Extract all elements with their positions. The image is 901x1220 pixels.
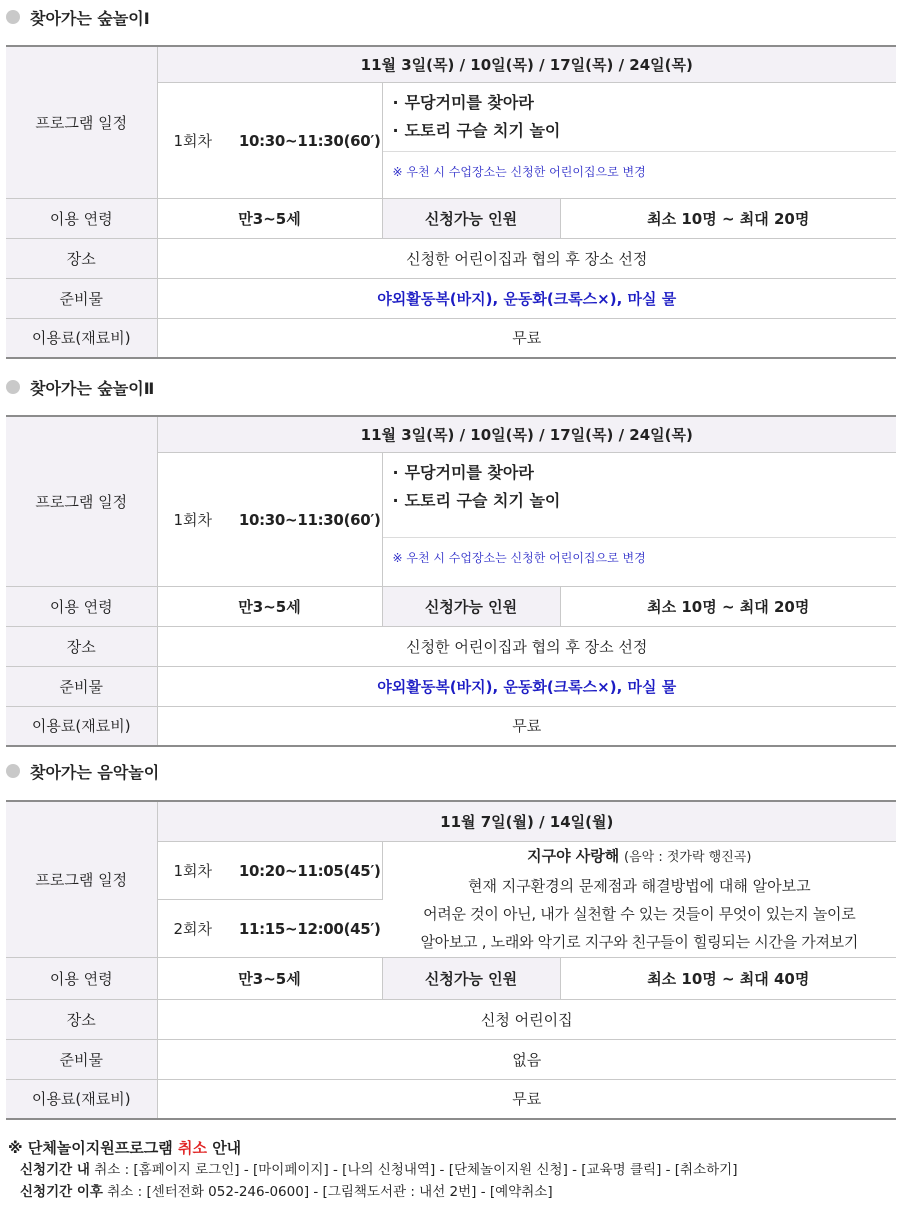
music-description [382, 841, 896, 957]
session-2 [157, 899, 382, 957]
cancel-notice [8, 1137, 893, 1203]
rain-note: ※ 우천 시 수업장소는 신청한 어린이집으로 변경 [392, 550, 646, 565]
schedule-label: 프로그램 일정 [6, 801, 157, 957]
session-1 [157, 452, 382, 586]
age-label: 이용 연령 [6, 586, 157, 626]
session-time: 11:15~12:00(45′) [238, 919, 381, 938]
session-name: 1회차 [173, 510, 213, 529]
cancel-word: 취소 [177, 1139, 207, 1157]
session-name: 2회차 [173, 919, 213, 938]
section-2-table [6, 415, 896, 747]
place-value: 신청한 어린이집과 협의 후 장소 선정 [157, 626, 896, 666]
music-subtitle: (음악 : 젓가락 행진곡) [624, 850, 752, 865]
music-line: 알아보고 , 노래와 악기로 지구와 친구들이 힐링되는 시간을 가져보기 [420, 933, 859, 951]
circle-bullet-icon [6, 380, 20, 394]
section-3-table [6, 800, 896, 1120]
section-1-title: 찾아가는 숲놀이Ⅰ [6, 4, 150, 30]
session-time: 10:20~11:05(45′) [238, 861, 381, 880]
capacity-value: 최소 10명 ~ 최대 40명 [560, 957, 896, 999]
music-line: 어려운 것이 아닌, 내가 실천할 수 있는 것들이 무엇이 있는지 놀이로 [423, 905, 856, 923]
activities [382, 452, 896, 586]
place-label: 장소 [6, 999, 157, 1039]
activity-item: · 무당거미를 찾아라 [392, 92, 534, 112]
fee-label: 이용료(재료비) [6, 706, 157, 746]
session-1 [157, 82, 382, 198]
activity-item: · 도토리 구슬 치기 놀이 [392, 490, 561, 510]
dates: 11월 7일(월) / 14일(월) [157, 801, 896, 841]
music-title: 지구야 사랑해 [527, 847, 620, 865]
activity-item: · 도토리 구슬 치기 놀이 [392, 120, 561, 140]
supplies-value: 야외활동복(바지), 운동화(크록스×), 마실 물 [157, 278, 896, 318]
music-line: 현재 지구환경의 문제점과 해결방법에 대해 알아보고 [467, 877, 811, 895]
capacity-value: 최소 10명 ~ 최대 20명 [560, 198, 896, 238]
fee-value: 무료 [157, 1079, 896, 1119]
session-name: 1회차 [173, 131, 213, 150]
capacity-label: 신청가능 인원 [382, 586, 560, 626]
activities [382, 82, 896, 198]
notice-heading: ※ 단체놀이지원프로그램 취소 안내 [8, 1139, 242, 1157]
session-name: 1회차 [173, 861, 213, 880]
dates: 11월 3일(목) / 10일(목) / 17일(목) / 24일(목) [157, 46, 896, 82]
age-value: 만3~5세 [157, 957, 382, 999]
fee-label: 이용료(재료비) [6, 318, 157, 358]
notice-line: 신청기간 이후 취소 : [센터전화 052-246-0600] - [그림책도서관 : 내선 2번] - [예약취소] [20, 1184, 553, 1200]
capacity-label: 신청가능 인원 [382, 957, 560, 999]
place-value: 신청한 어린이집과 협의 후 장소 선정 [157, 238, 896, 278]
rain-note: ※ 우천 시 수업장소는 신청한 어린이집으로 변경 [392, 164, 646, 179]
section-1-table [6, 45, 896, 359]
section-3-title: 찾아가는 음악놀이 [6, 758, 159, 784]
session-time: 10:30~11:30(60′) [238, 131, 381, 150]
section-2-title: 찾아가는 숲놀이Ⅱ [6, 374, 154, 400]
fee-value: 무료 [157, 706, 896, 746]
supplies-label: 준비물 [6, 666, 157, 706]
place-value: 신청 어린이집 [157, 999, 896, 1039]
age-label: 이용 연령 [6, 957, 157, 999]
supplies-value: 야외활동복(바지), 운동화(크록스×), 마실 물 [157, 666, 896, 706]
age-label: 이용 연령 [6, 198, 157, 238]
age-value: 만3~5세 [157, 586, 382, 626]
supplies-value: 없음 [157, 1039, 896, 1079]
fee-label: 이용료(재료비) [6, 1079, 157, 1119]
place-label: 장소 [6, 626, 157, 666]
fee-value: 무료 [157, 318, 896, 358]
session-1 [157, 841, 382, 899]
notice-line: 신청기간 내 취소 : [홈페이지 로그인] - [마이페이지] - [나의 신청내역] - [단체놀이지원 신청] - [교육명 클릭] - [취소하기] [20, 1162, 738, 1178]
session-time: 10:30~11:30(60′) [238, 510, 381, 529]
circle-bullet-icon [6, 10, 20, 24]
schedule-label: 프로그램 일정 [6, 46, 157, 198]
supplies-label: 준비물 [6, 278, 157, 318]
capacity-label: 신청가능 인원 [382, 198, 560, 238]
schedule-label: 프로그램 일정 [6, 416, 157, 586]
dates: 11월 3일(목) / 10일(목) / 17일(목) / 24일(목) [157, 416, 896, 452]
supplies-label: 준비물 [6, 1039, 157, 1079]
place-label: 장소 [6, 238, 157, 278]
activity-item: · 무당거미를 찾아라 [392, 462, 534, 482]
capacity-value: 최소 10명 ~ 최대 20명 [560, 586, 896, 626]
circle-bullet-icon [6, 764, 20, 778]
age-value: 만3~5세 [157, 198, 382, 238]
